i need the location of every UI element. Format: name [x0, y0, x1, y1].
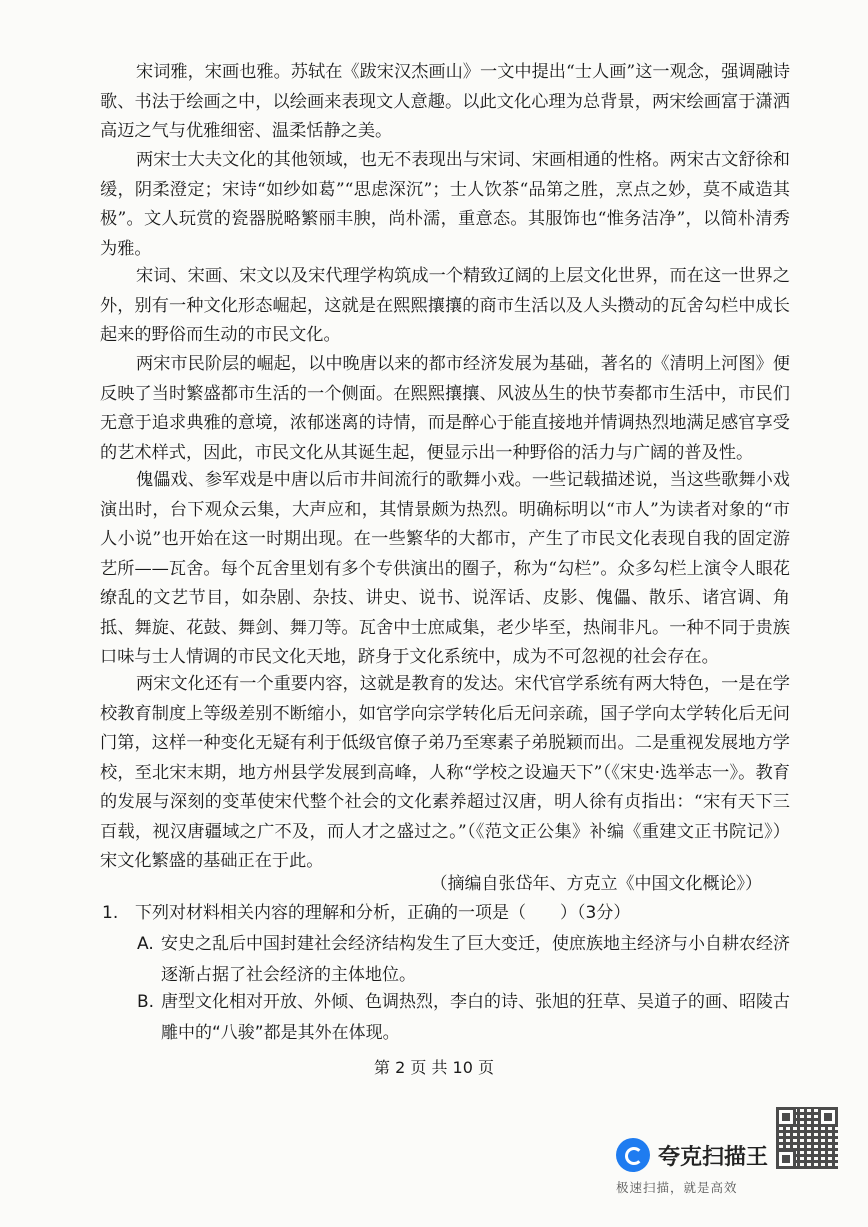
scanner-watermark [614, 1130, 774, 1200]
option-a [137, 929, 792, 991]
passage-paragraph-5: 傀儡戏、参军戏是中唐以后市井间流行的歌舞小戏。一些记载描述说，当这些歌舞小戏演出时，台下观众云集，大声应和，其情景颇为热烈。明确标明以“市人”为读者对象的“市人小说”也开始在这一时期出现。在一些繁华的大都市，产生了市民文化表现自我的固定游艺所——瓦舍。每个瓦舍里划有多个专供演出的圈子，称为“勾栏”。众多勾栏上演令人眼花缭乱的文艺节目，如杂剧、杂技、讲史、说书、说浑话、皮影、傀儡、散乐、诸宫调、角抵、舞旋、花鼓、舞剑、舞刀等。瓦舍中士庶咸集，老少毕至，热闹非凡。一种不同于贵族口味与士人情调的市民文化天地，跻身于文化系统中，成为不可忽视的社会存在。 [100, 470, 790, 667]
watermark-slogan: 极速扫描，就是高效 [616, 1180, 738, 1195]
question-stem: 下列对材料相关内容的理解和分析，正确的一项是（ ）（3分） [135, 903, 631, 923]
option-letter: B. [137, 992, 155, 1012]
passage-paragraph-3: 宋词、宋画、宋文以及宋代理学构筑成一个精致辽阔的上层文化世界，而在这一世界之外，别有一种文化形态崛起，这就是在熙熙攘攘的商市生活以及人头攒动的瓦舍勾栏中成长起来的野俗而生动的市民文化。 [100, 266, 790, 345]
qr-finder [818, 1107, 838, 1127]
quark-logo-icon [616, 1138, 650, 1172]
option-letter: A. [137, 934, 154, 954]
option-b [137, 987, 792, 1049]
passage-paragraph-6: 两宋文化还有一个重要内容，这就是教育的发达。宋代官学系统有两大特色，一是在学校教育制度上等级差别不断缩小，如官学向宗学转化后无问亲疏，国子学向太学转化后无问门第，这样一种变化无疑有利于低级官僚子弟乃至寒素子弟脱颖而出。二是重视发展地方学校，至北宋末期，地方州县学发展到高峰，人称“学校之设遍天下”（《宋史·选举志一》。教育的发展与深刻的变革使宋代整个社会的文化素养超过汉唐，明人徐有贞指出：“宋有天下三百载，视汉唐疆域之广不及，而人才之盛过之。”（《范文正公集》补编《重建文正书院记》）宋文化繁盛的基础正在于此。 [100, 674, 790, 871]
option-text: 唐型文化相对开放、外倾、色调热烈，李白的诗、张旭的狂草、吴道子的画、昭陵古雕中的“八骏”都是其外在体现。 [161, 992, 790, 1043]
question-number: 1. [102, 903, 119, 923]
page-footer: 第 2 页 共 10 页 [374, 1058, 494, 1077]
passage-source: （摘编自张岱年、方克立《中国文化概论》） [430, 874, 762, 894]
qr-code-icon [776, 1107, 838, 1169]
watermark-brand: 夸克扫描王 [658, 1145, 769, 1170]
passage-paragraph-4: 两宋市民阶层的崛起，以中晚唐以来的都市经济发展为基础，著名的《清明上河图》便反映了当时繁盛都市生活的一个侧面。在熙熙攘攘、风波丛生的快节奏都市生活中，市民们无意于追求典雅的意境，浓郁迷离的诗情，而是醉心于能直接地并情调热烈地满足感官享受的艺术样式，因此，市民文化从其诞生起，便显示出一种野俗的活力与广阔的普及性。 [100, 354, 790, 463]
qr-finder [776, 1149, 796, 1169]
option-text: 安史之乱后中国封建社会经济结构发生了巨大变迁，使庶族地主经济与小自耕农经济逐渐占据了社会经济的主体地位。 [161, 934, 790, 985]
passage-paragraph-2: 两宋士大夫文化的其他领域，也无不表现出与宋词、宋画相通的性格。两宋古文舒徐和缓，阴柔澄定；宋诗“如纱如葛”“思虑深沉”；士人饮茶“品第之胜，烹点之妙，莫不咸造其极”。文人玩赏的瓷器脱略繁丽丰腴，尚朴濡，重意态。其服饰也“惟务洁净”，以简朴清秀为雅。 [100, 150, 790, 259]
qr-finder [776, 1107, 796, 1127]
passage-paragraph-1: 宋词雅，宋画也雅。苏轼在《跋宋汉杰画山》一文中提出“士人画”这一观念，强调融诗歌、书法于绘画之中，以绘画来表现文人意趣。以此文化心理为总背景，两宋绘画富于潇洒高迈之气与优雅细密、温柔恬静之美。 [100, 62, 790, 141]
